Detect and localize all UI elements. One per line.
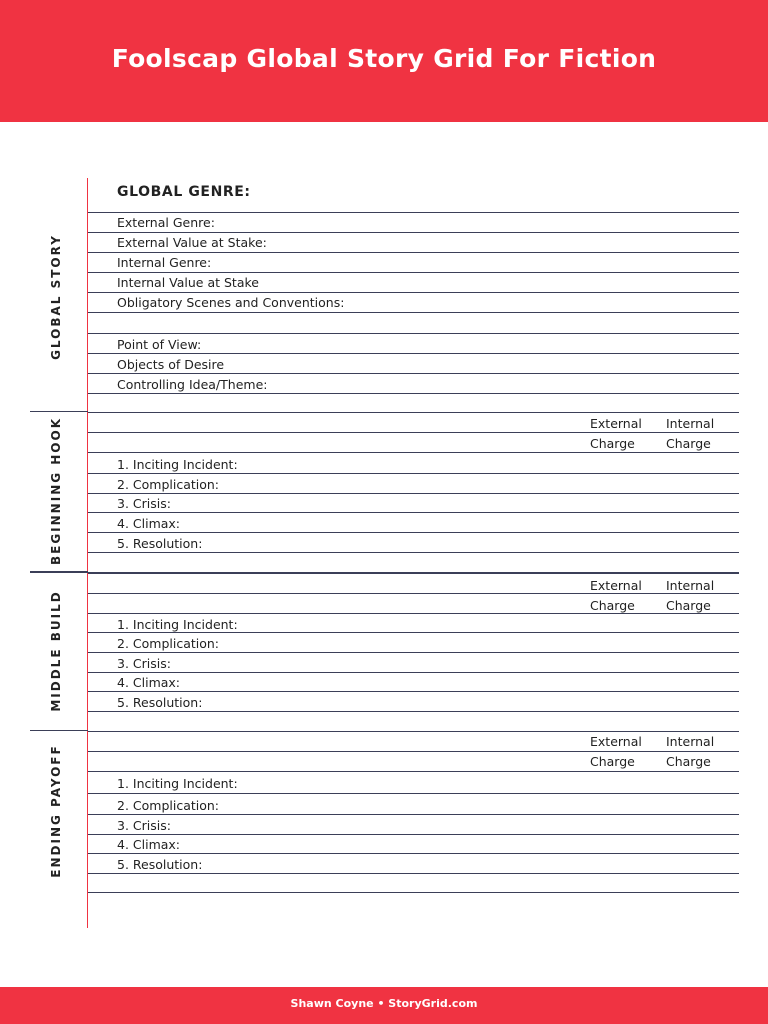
item-complication: 2. Complication:	[117, 636, 220, 651]
external-charge-label: Charge	[590, 754, 635, 769]
item-climax: 4. Climax:	[117, 516, 181, 531]
item-resolution: 5. Resolution:	[117, 857, 203, 872]
section-label-ending-payoff: ENDING PAYOFF	[49, 744, 63, 878]
item-resolution: 5. Resolution:	[117, 695, 203, 710]
external-charge-label: External	[590, 416, 642, 431]
field-external-value: External Value at Stake:	[117, 235, 267, 250]
section-divider	[30, 411, 88, 412]
internal-charge-label: Internal	[666, 578, 715, 593]
item-inciting-incident: 1. Inciting Incident:	[117, 776, 238, 791]
field-internal-value: Internal Value at Stake	[117, 275, 259, 290]
form-line	[88, 412, 739, 413]
form-line	[88, 771, 739, 772]
form-line	[88, 312, 739, 313]
item-crisis: 3. Crisis:	[117, 496, 171, 511]
footer-banner	[0, 987, 768, 1024]
section-label-middle-build: MIDDLE BUILD	[49, 590, 63, 712]
field-point-of-view: Point of View:	[117, 337, 202, 352]
internal-charge-label: Internal	[666, 416, 715, 431]
form-line	[88, 292, 739, 293]
form-line	[88, 711, 739, 712]
form-line	[88, 593, 739, 594]
external-charge-label: Charge	[590, 436, 635, 451]
form-line	[88, 632, 739, 633]
form-line	[88, 493, 739, 494]
form-line	[88, 873, 739, 874]
form-line	[88, 272, 739, 273]
section-label-beginning-hook: BEGINNING HOOK	[49, 416, 63, 566]
field-objects-of-desire: Objects of Desire	[117, 357, 225, 372]
section-label-global-story: GLOBAL STORY	[49, 234, 63, 360]
item-climax: 4. Climax:	[117, 675, 181, 690]
item-resolution: 5. Resolution:	[117, 536, 203, 551]
form-line	[88, 731, 739, 732]
form-line	[88, 793, 739, 794]
form-line	[88, 814, 739, 815]
external-charge-label: External	[590, 578, 642, 593]
form-line	[88, 432, 739, 433]
global-genre-heading: GLOBAL GENRE:	[117, 184, 251, 200]
form-line	[88, 252, 739, 253]
field-obligatory-scenes: Obligatory Scenes and Conventions:	[117, 295, 345, 310]
form-line	[88, 373, 739, 374]
internal-charge-label: Charge	[666, 598, 711, 613]
form-line	[88, 613, 739, 614]
form-line	[88, 353, 739, 354]
form-line	[88, 473, 739, 474]
form-line	[88, 452, 739, 453]
form-line	[88, 834, 739, 835]
form-line	[88, 751, 739, 752]
internal-charge-label: Charge	[666, 436, 711, 451]
form-line	[88, 512, 739, 513]
item-complication: 2. Complication:	[117, 798, 220, 813]
item-inciting-incident: 1. Inciting Incident:	[117, 457, 238, 472]
field-controlling-idea: Controlling Idea/Theme:	[117, 377, 268, 392]
section-divider	[30, 571, 88, 573]
field-internal-genre: Internal Genre:	[117, 255, 212, 270]
external-charge-label: External	[590, 734, 642, 749]
form-line	[88, 572, 739, 574]
form-line	[88, 892, 739, 893]
footer-credit: Shawn Coyne • StoryGrid.com	[290, 997, 478, 1010]
item-crisis: 3. Crisis:	[117, 656, 171, 671]
page-title: Foolscap Global Story Grid For Fiction	[111, 44, 657, 73]
form-line	[88, 853, 739, 854]
item-inciting-incident: 1. Inciting Incident:	[117, 617, 238, 632]
item-complication: 2. Complication:	[117, 477, 220, 492]
form-line	[88, 212, 739, 213]
form-line	[88, 532, 739, 533]
form-line	[88, 691, 739, 692]
form-line	[88, 672, 739, 673]
internal-charge-label: Internal	[666, 734, 715, 749]
field-external-genre: External Genre:	[117, 215, 215, 230]
section-divider	[30, 730, 88, 731]
internal-charge-label: Charge	[666, 754, 711, 769]
form-line	[88, 652, 739, 653]
margin-rule	[87, 178, 88, 928]
external-charge-label: Charge	[590, 598, 635, 613]
header-banner	[0, 0, 768, 122]
form-line	[88, 393, 739, 394]
item-climax: 4. Climax:	[117, 837, 181, 852]
item-crisis: 3. Crisis:	[117, 818, 171, 833]
form-line	[88, 333, 739, 334]
form-line	[88, 232, 739, 233]
form-line	[88, 552, 739, 553]
